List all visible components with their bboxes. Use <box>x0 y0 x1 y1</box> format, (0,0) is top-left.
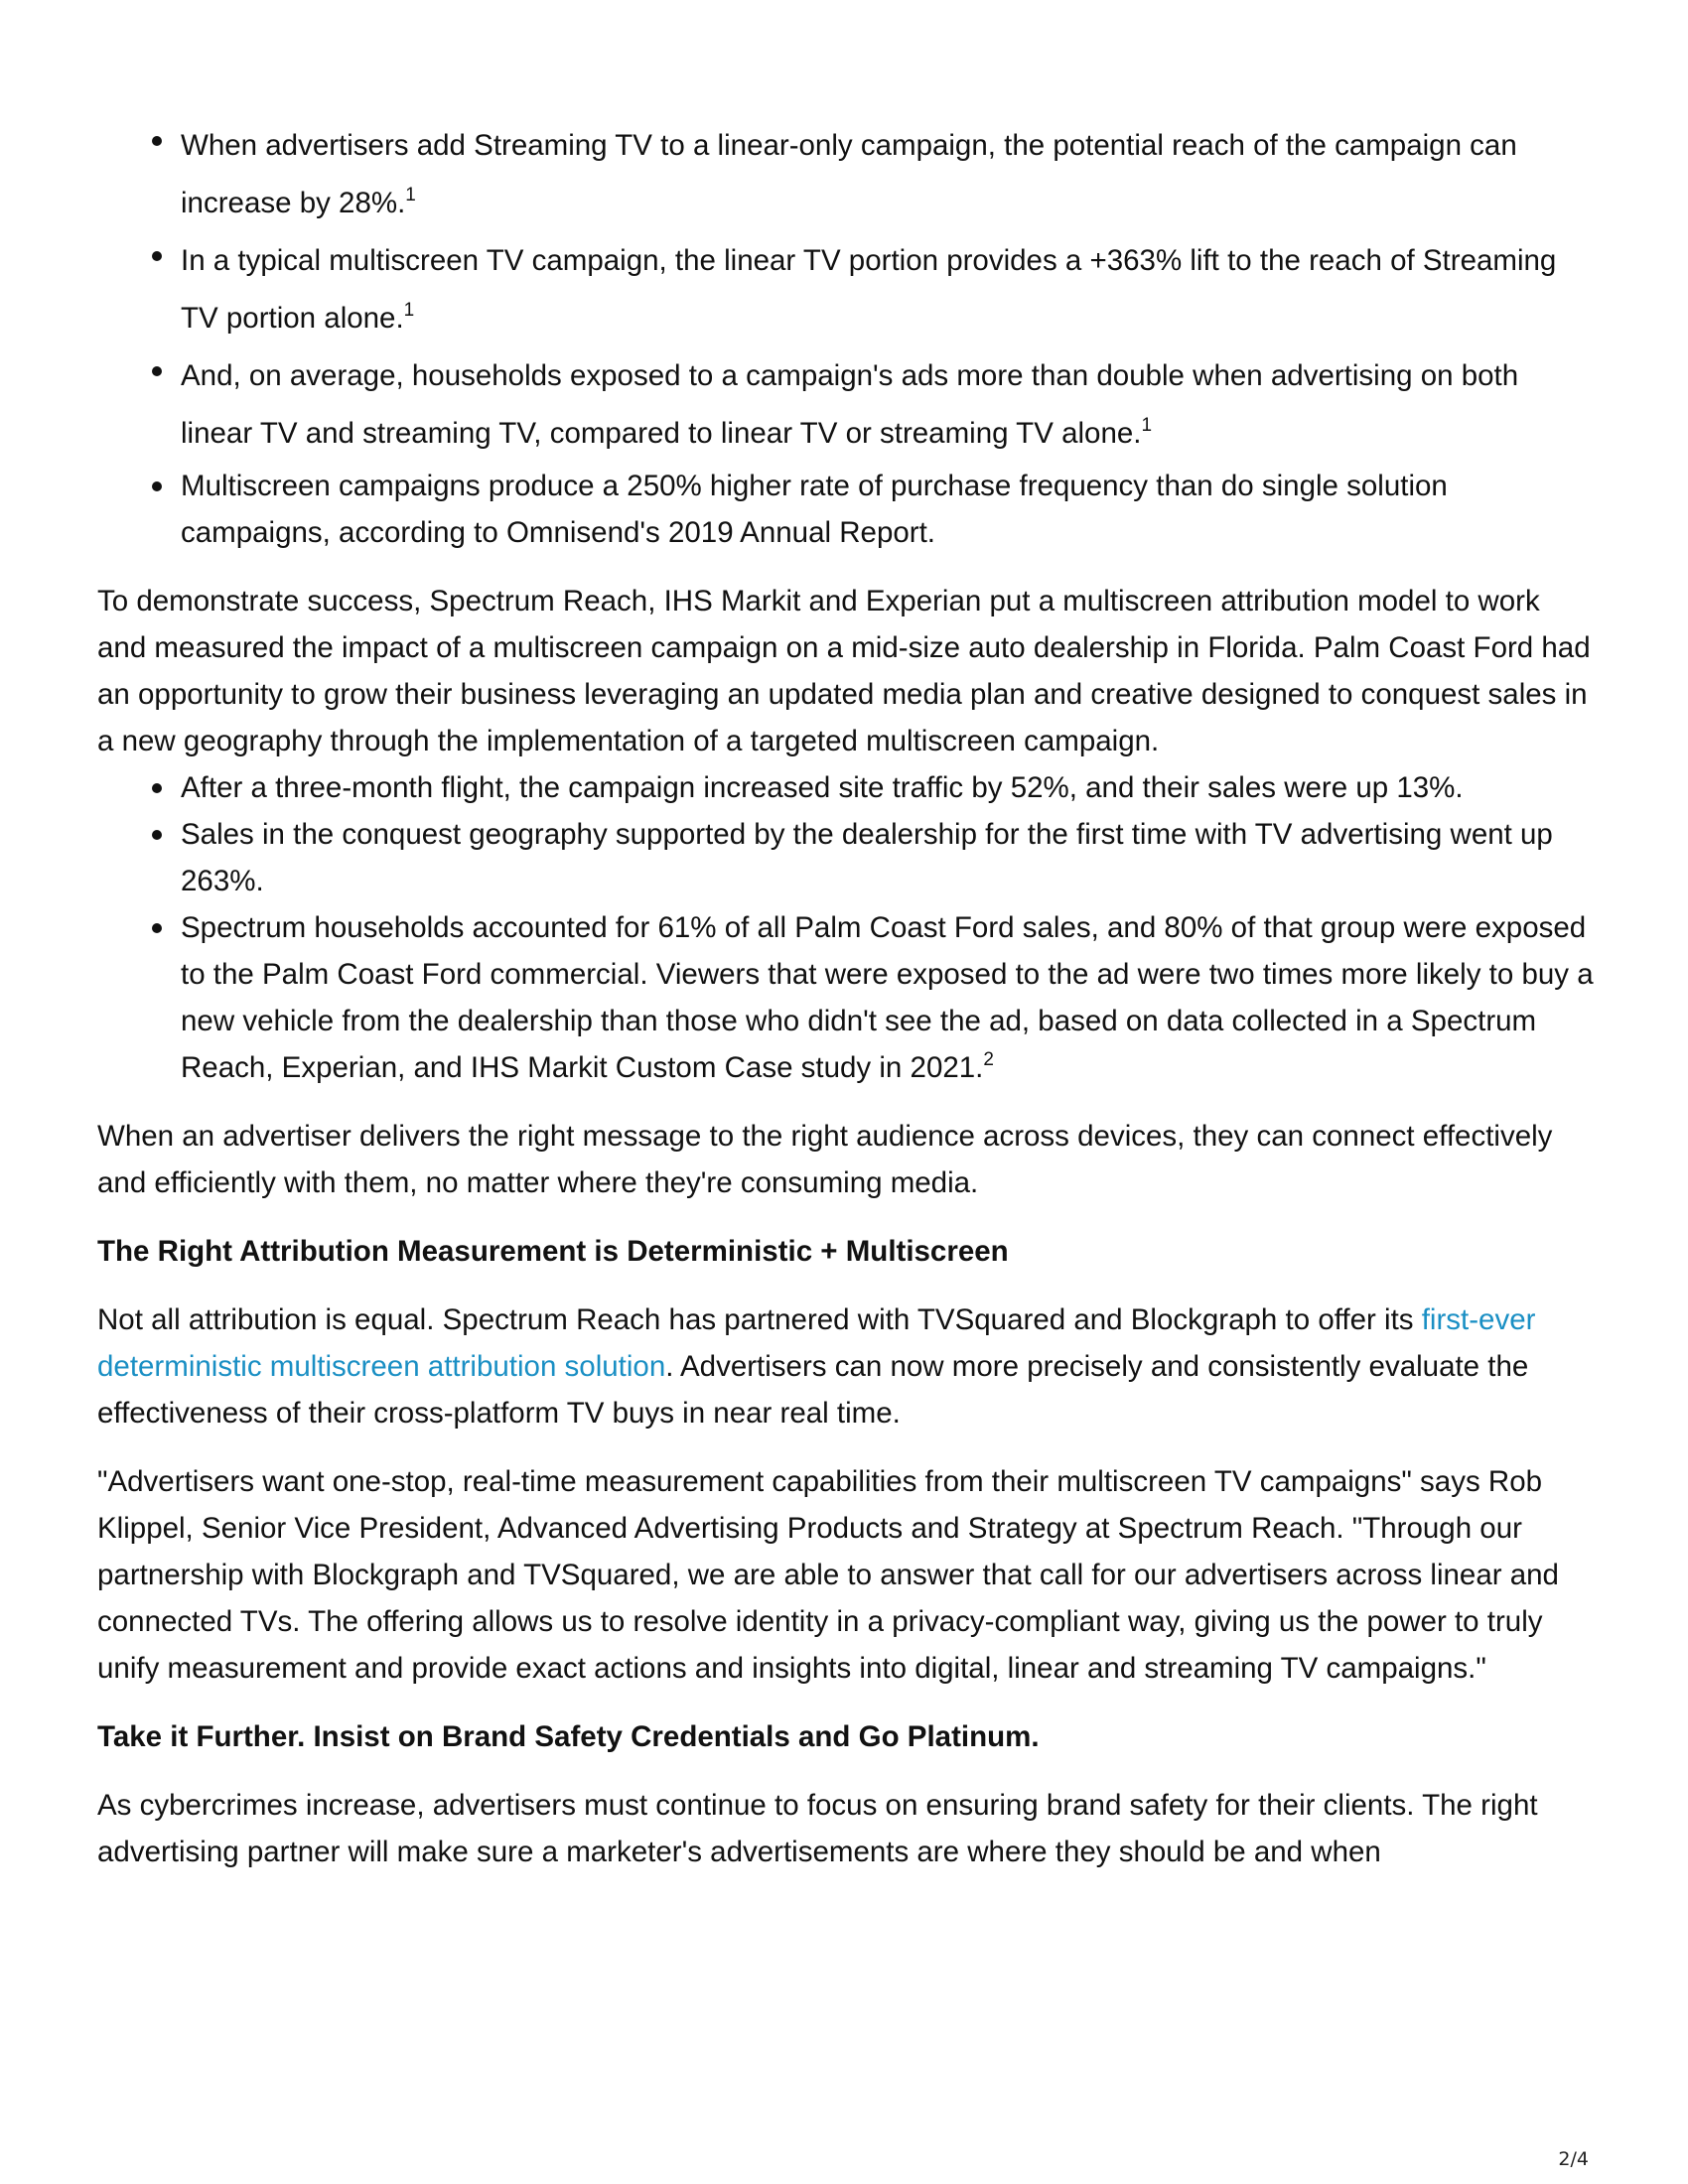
paragraph-right-message: When an advertiser delivers the right message to the right audience across devices, they can connect effectively and efficiently with them, no matter where they're consuming media. <box>97 1120 1553 1199</box>
list-item <box>181 347 1597 463</box>
footnote-marker: 1 <box>1141 415 1153 436</box>
bullet-text: Spectrum households accounted for 61% of all Palm Coast Ford sales, and 80% of that group were exposed to the Palm Coast Ford commercial. Viewers that were exposed to the ad were two times more likely to buy a new vehicle from the dealership than those who didn't see the ad, based on data collected in a Spectrum Reach, Experian, and IHS Markit Custom Case study in 2021. <box>181 911 1594 1084</box>
bullet-text: Multiscreen campaigns produce a 250% higher rate of purchase frequency than do single solution campaigns, according to Omnisend's 2019 Annual Report. <box>181 470 1448 549</box>
paragraph-attribution <box>97 1297 1597 1436</box>
list-item <box>181 232 1597 347</box>
paragraph-quote: "Advertisers want one-stop, real-time measurement capabilities from their multiscreen TV campaigns" says Rob Klippel, Senior Vice President, Advanced Advertising Products and Strategy at Spectrum Reach. "Through our partnership with Blockgraph and TVSquared, we are able to answer that call for our advertisers across linear and connected TVs. The offering allows us to resolve identity in a privacy-compliant way, giving us the power to truly unify measurement and provide exact actions and insights into digital, linear and streaming TV campaigns." <box>97 1465 1559 1685</box>
bullet-text: After a three-month flight, the campaign increased site traffic by 52%, and their sales were up 13%. <box>181 771 1464 804</box>
section-heading-brand-safety: Take it Further. Insist on Brand Safety Credentials and Go Platinum. <box>97 1720 1040 1753</box>
list-item <box>181 904 1597 1091</box>
bullet-text: And, on average, households exposed to a campaign's ads more than double when advertising on both linear TV and streaming TV, compared to linear TV or streaming TV alone. <box>181 359 1519 450</box>
paragraph-text: . Advertisers can now more precisely and consistently evaluate the effectiveness of their cross-platform TV buys in near real time. <box>97 1350 1529 1430</box>
page-number: 2/4 <box>1558 2148 1589 2170</box>
bullet-text: When advertisers add Streaming TV to a linear-only campaign, the potential reach of the campaign can increase by 28%. <box>181 129 1517 219</box>
paragraph-text: Not all attribution is equal. Spectrum Reach has partnered with TVSquared and Blockgraph to offer its <box>97 1303 1422 1336</box>
results-bullet-list <box>97 764 1597 1091</box>
footnote-marker: 2 <box>983 1049 994 1070</box>
attribution-solution-link[interactable]: first-ever deterministic multiscreen attribution solution <box>97 1303 1536 1383</box>
paragraph-brand-safety: As cybercrimes increase, advertisers must continue to focus on ensuring brand safety for their clients. The right advertising partner will make sure a marketer's advertisements are where they should be and when <box>97 1789 1538 1868</box>
list-item <box>181 117 1597 232</box>
list-item <box>181 764 1597 811</box>
bullet-text: In a typical multiscreen TV campaign, the linear TV portion provides a +363% lift to the reach of Streaming TV portion alone. <box>181 244 1557 335</box>
list-item <box>181 463 1597 556</box>
section-heading-attribution: The Right Attribution Measurement is Deterministic + Multiscreen <box>97 1235 1009 1268</box>
bullet-text: Sales in the conquest geography supported by the dealership for the first time with TV advertising went up 263%. <box>181 818 1553 897</box>
footnote-marker: 1 <box>405 185 416 205</box>
footnote-marker: 1 <box>403 300 415 321</box>
document-page <box>97 117 1597 1875</box>
list-item <box>181 811 1597 904</box>
paragraph-case-study: To demonstrate success, Spectrum Reach, IHS Markit and Experian put a multiscreen attribution model to work and measured the impact of a multiscreen campaign on a mid-size auto dealership in Florida. Palm Coast Ford had an opportunity to grow their business leveraging an updated media plan and creative designed to conquest sales in a new geography through the implementation of a targeted multiscreen campaign. <box>97 585 1591 757</box>
intro-bullet-list <box>97 117 1597 556</box>
